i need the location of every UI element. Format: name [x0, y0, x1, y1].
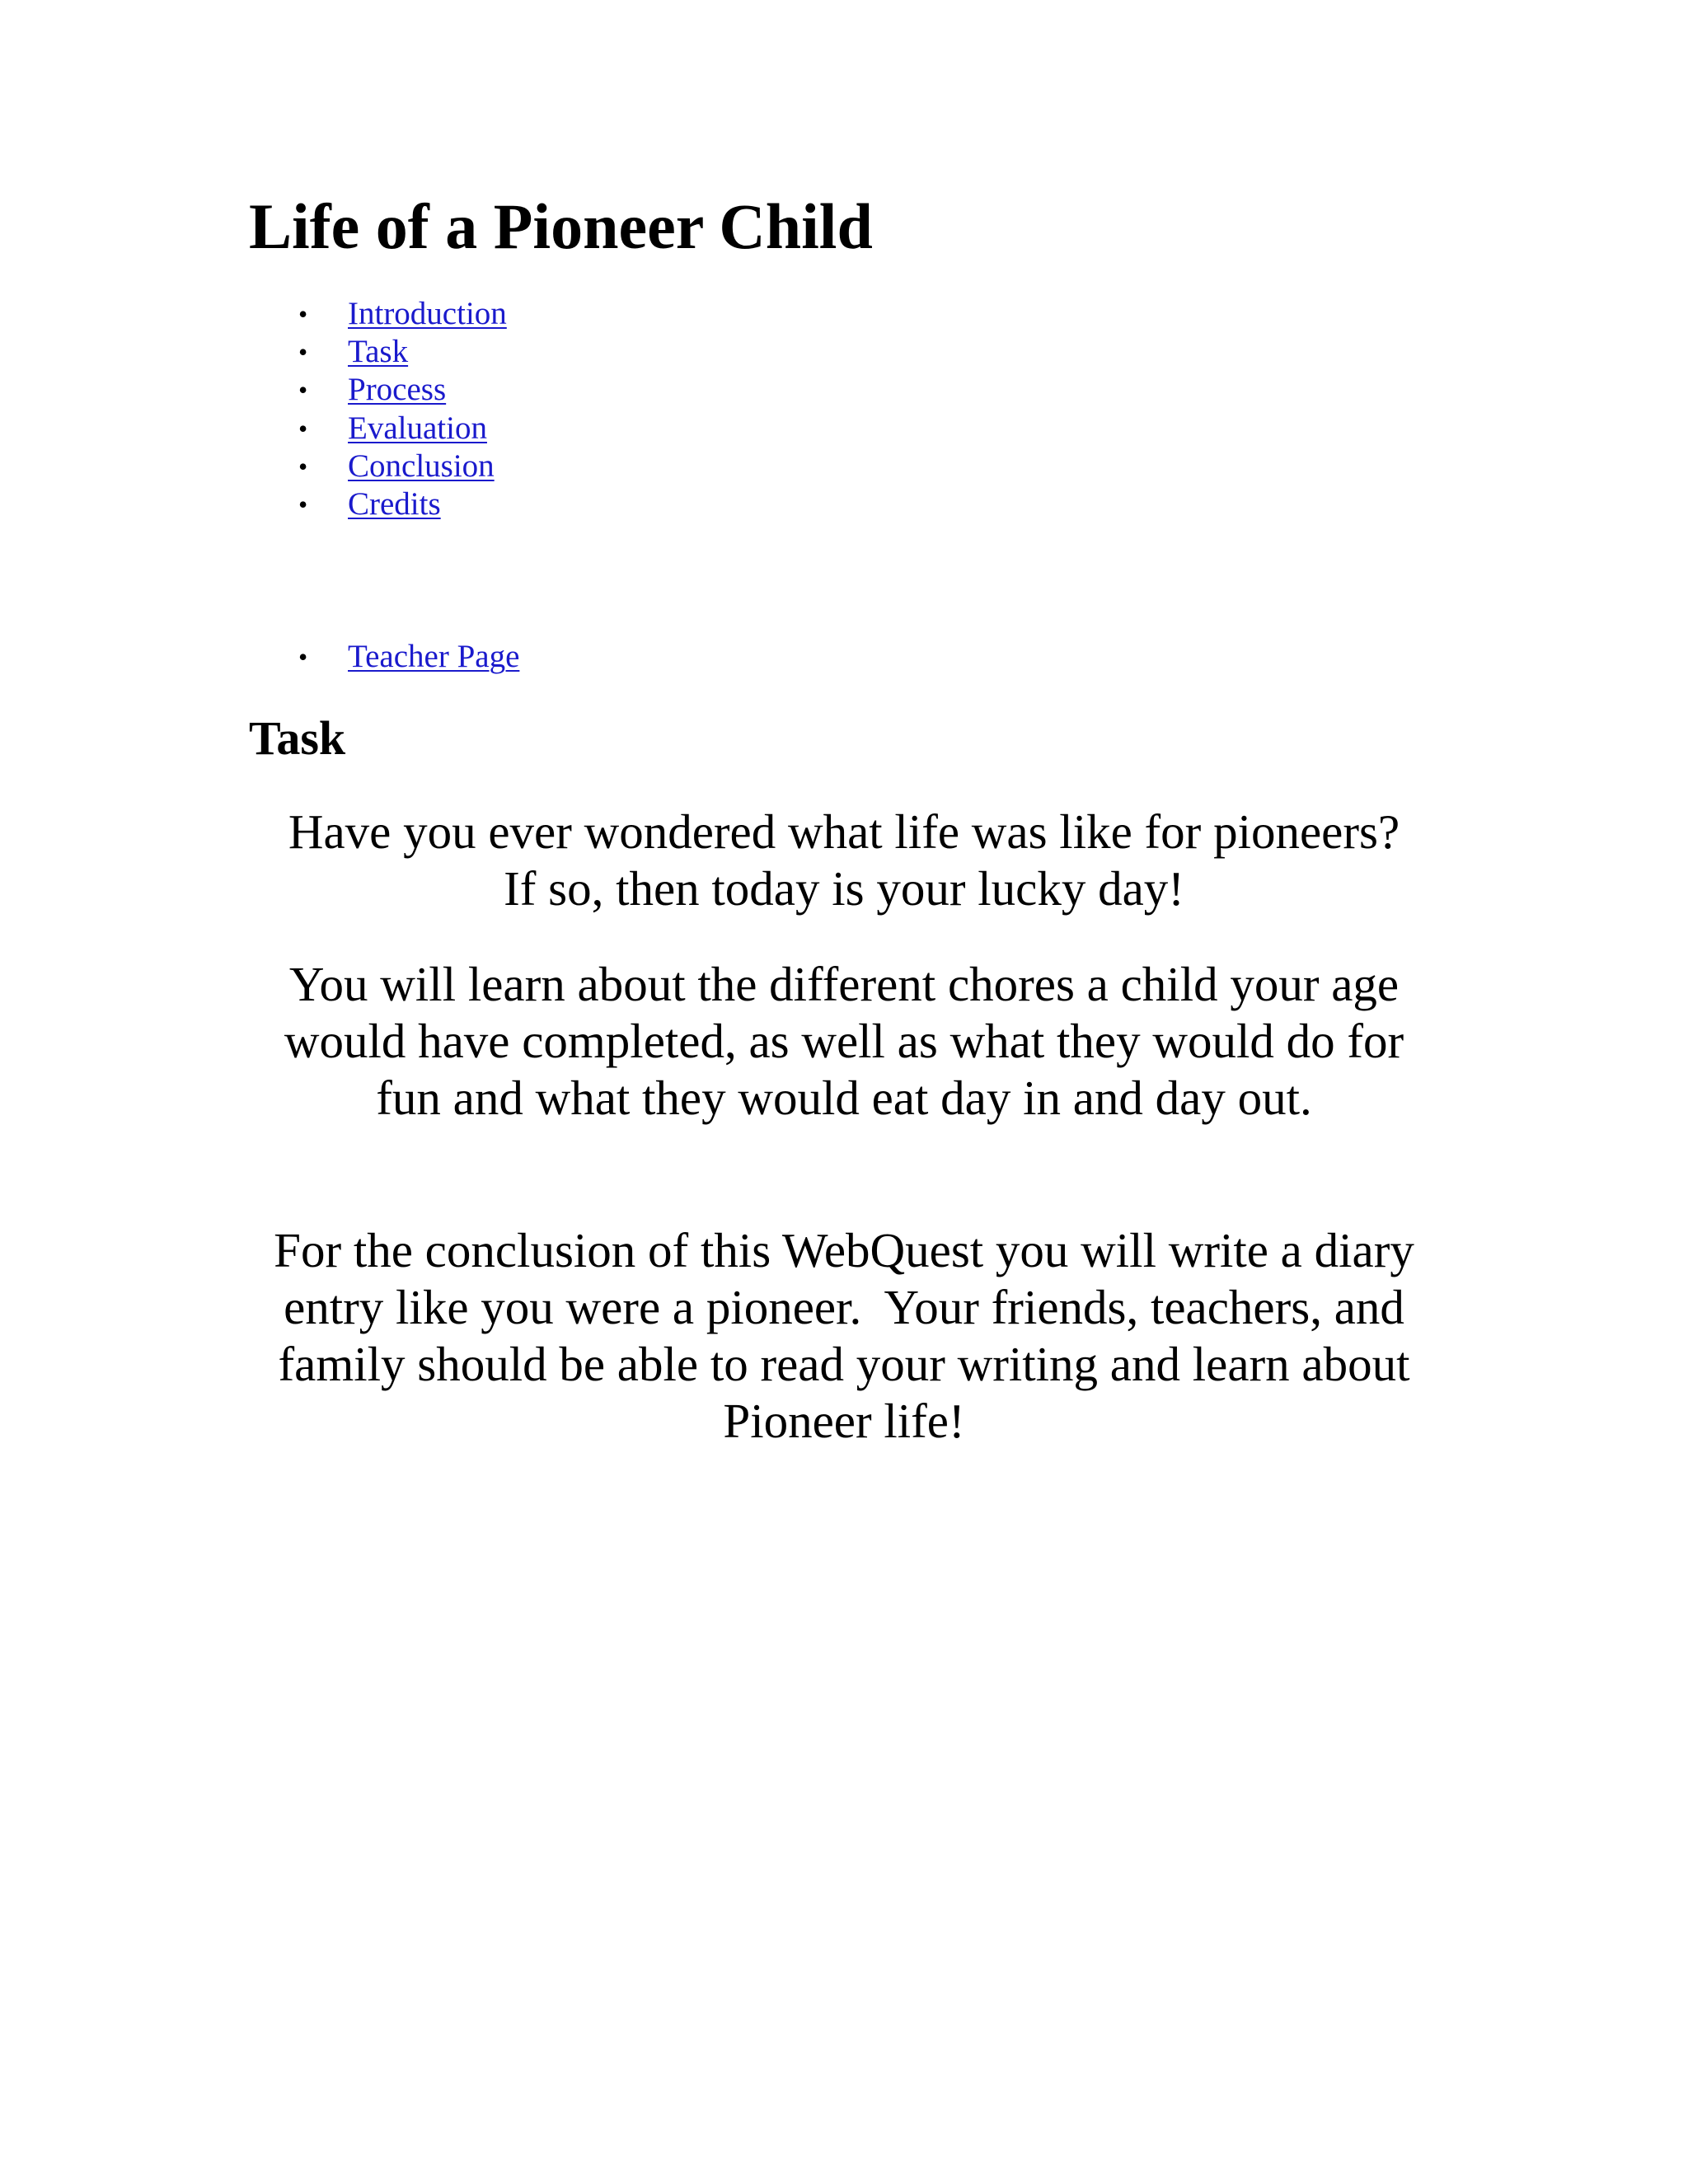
- bullet-icon: •: [298, 298, 308, 329]
- task-paragraph-conclusion: [249, 1165, 1439, 1507]
- nav-item-process: [249, 371, 1439, 409]
- task-heading: Task: [249, 710, 346, 765]
- task-paragraph-chores: [249, 956, 1439, 1127]
- bullet-icon: •: [298, 375, 308, 405]
- bullet-icon: •: [298, 413, 308, 443]
- text-line: would have completed, as well as what they would do for: [284, 1014, 1404, 1069]
- text-line: Have you ever wondered what life was like for pioneers?: [288, 804, 1400, 860]
- bullet-icon: •: [298, 451, 308, 481]
- nav-item-task: [249, 333, 1439, 371]
- document-page: [249, 190, 1439, 1507]
- text-line: Pioneer life!: [723, 1394, 965, 1449]
- nav-link-conclusion[interactable]: Conclusion: [348, 448, 495, 484]
- text-line: You will learn about the different chores a child your age: [288, 957, 1400, 1012]
- nav-item-conclusion: [249, 448, 1439, 485]
- nav-item-teacher-page: [249, 638, 1439, 676]
- bullet-icon: •: [298, 490, 308, 520]
- nav-link-teacher-page[interactable]: Teacher Page: [348, 639, 520, 675]
- text-line: For the conclusion of this WebQuest you will write a diary: [274, 1223, 1414, 1278]
- text-line: If so, then today is your lucky day!: [504, 861, 1184, 916]
- bullet-icon: •: [298, 642, 308, 673]
- page-title: Life of a Pioneer Child: [249, 190, 873, 262]
- text-line: family should be able to read your writing and learn about: [278, 1337, 1410, 1392]
- nav-item-introduction: [249, 295, 1439, 333]
- text-line: entry like you were a pioneer. Your friends, teachers, and: [284, 1280, 1404, 1335]
- nav-link-evaluation[interactable]: Evaluation: [348, 410, 487, 446]
- webquest-nav: [249, 295, 1439, 524]
- bullet-icon: •: [298, 336, 308, 367]
- nav-item-credits: [249, 485, 1439, 523]
- nav-link-introduction[interactable]: Introduction: [348, 295, 507, 331]
- nav-link-process[interactable]: Process: [348, 372, 447, 408]
- nav-link-task[interactable]: Task: [348, 333, 409, 369]
- text-line: fun and what they would eat day in and day out.: [376, 1071, 1312, 1126]
- task-paragraph-intro: [249, 804, 1439, 917]
- nav-link-credits[interactable]: Credits: [348, 486, 441, 523]
- teacher-nav: [249, 638, 1439, 676]
- nav-item-evaluation: [249, 410, 1439, 448]
